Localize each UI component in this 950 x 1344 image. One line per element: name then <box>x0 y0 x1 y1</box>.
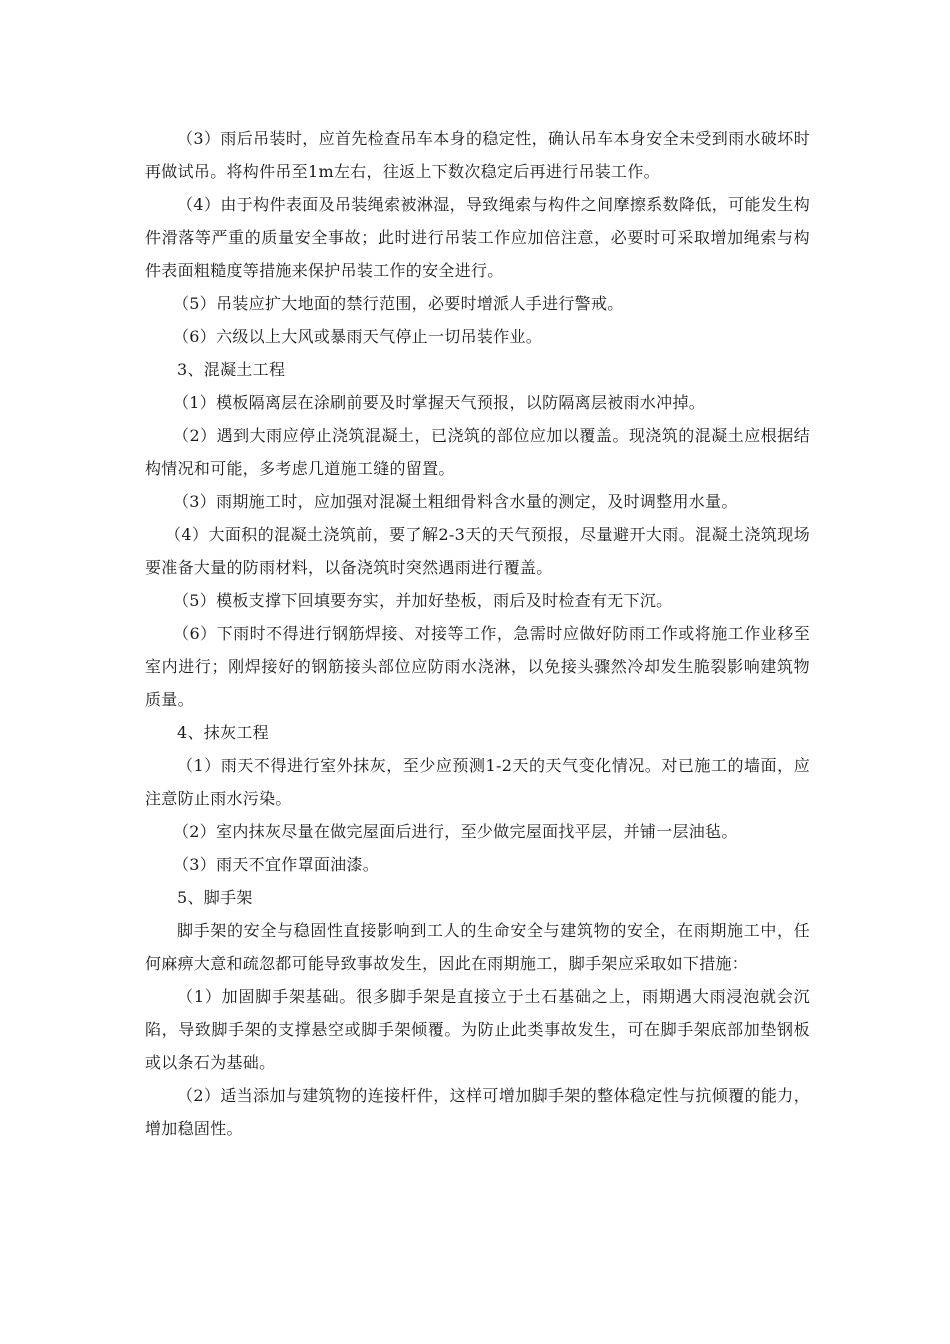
paragraph-aggregate-moisture: （3）雨期施工时，应加强对混凝土粗细骨料含水量的测定，及时调整用水量。 <box>173 492 738 511</box>
document-body <box>145 122 810 1145</box>
paragraph-heavy-rain-stop: （2）遇到大雨应停止浇筑混凝土，已浇筑的部位应加以覆盖。现浇筑的混凝土应根据结构情况和可能，多考虑几道施工缝的留置。 <box>145 426 810 478</box>
section-heading-scaffolding: 5、脚手架 <box>177 888 253 907</box>
paragraph-large-pour: （4）大面积的混凝土浇筑前，要了解2-3天的天气预报，尽量避开大雨。混凝土浇筑现场要准备大量的防雨材料，以备浇筑时突然遇雨进行覆盖。 <box>145 525 810 577</box>
paragraph-welding-rain: （6）下雨时不得进行钢筋焊接、对接等工作，急需时应做好防雨工作或将施工作业移至室内进行；刚焊接好的钢筋接头部位应防雨水浇淋，以免接头骤然冷却发生脆裂影响建筑物质量。 <box>145 624 810 709</box>
paragraph-wet-rope-friction: （4）由于构件表面及吊装绳索被淋湿，导致绳索与构件之间摩擦系数降低，可能发生构件滑落等严重的质量安全事故；此时进行吊装工作应加倍注意，必要时可采取增加绳索与构件表面粗糙度等措施来保护吊装工作的安全进行。 <box>145 195 810 280</box>
paragraph-formwork-support: （5）模板支撑下回填要夯实，并加好垫板，雨后及时检查有无下沉。 <box>173 591 673 610</box>
section-heading-plastering: 4、抹灰工程 <box>177 723 269 742</box>
paragraph-restricted-zone: （5）吊装应扩大地面的禁行范围，必要时增派人手进行警戒。 <box>173 294 624 313</box>
paragraph-formwork-release: （1）模板隔离层在涂刷前要及时掌握天气预报，以防隔离层被雨水冲掉。 <box>173 393 706 412</box>
paragraph-interior-plastering: （2）室内抹灰尽量在做完屋面后进行，至少做完屋面找平层，并铺一层油毡。 <box>173 822 738 841</box>
paragraph-lifting-after-rain: （3）雨后吊装时，应首先检查吊车本身的稳定性，确认吊车本身安全未受到雨水破坏时再做试吊。将构件吊至1m左右，往返上下数次稳定后再进行吊装工作。 <box>145 129 810 181</box>
section-heading-concrete: 3、混凝土工程 <box>177 360 286 379</box>
paragraph-stop-lifting: （6）六级以上大风或暴雨天气停止一切吊装作业。 <box>173 327 543 346</box>
paragraph-no-painting: （3）雨天不宜作罩面油漆。 <box>173 855 380 874</box>
paragraph-scaffolding-ties: （2）适当添加与建筑物的连接杆件，这样可增加脚手架的整体稳定性与抗倾覆的能力，增加稳固性。 <box>145 1086 810 1138</box>
paragraph-scaffolding-intro: 脚手架的安全与稳固性直接影响到工人的生命安全与建筑物的安全，在雨期施工中，任何麻痹大意和疏忽都可能导致事故发生，因此在雨期施工，脚手架应采取如下措施： <box>145 921 810 973</box>
paragraph-scaffolding-foundation: （1）加固脚手架基础。很多脚手架是直接立于土石基础之上，雨期遇大雨浸泡就会沉陷，导致脚手架的支撑悬空或脚手架倾覆。为防止此类事故发生，可在脚手架底部加垫钢板或以条石为基础。 <box>145 987 810 1072</box>
paragraph-exterior-plastering: （1）雨天不得进行室外抹灰，至少应预测1-2天的天气变化情况。对已施工的墙面，应注意防止雨水污染。 <box>145 756 810 808</box>
